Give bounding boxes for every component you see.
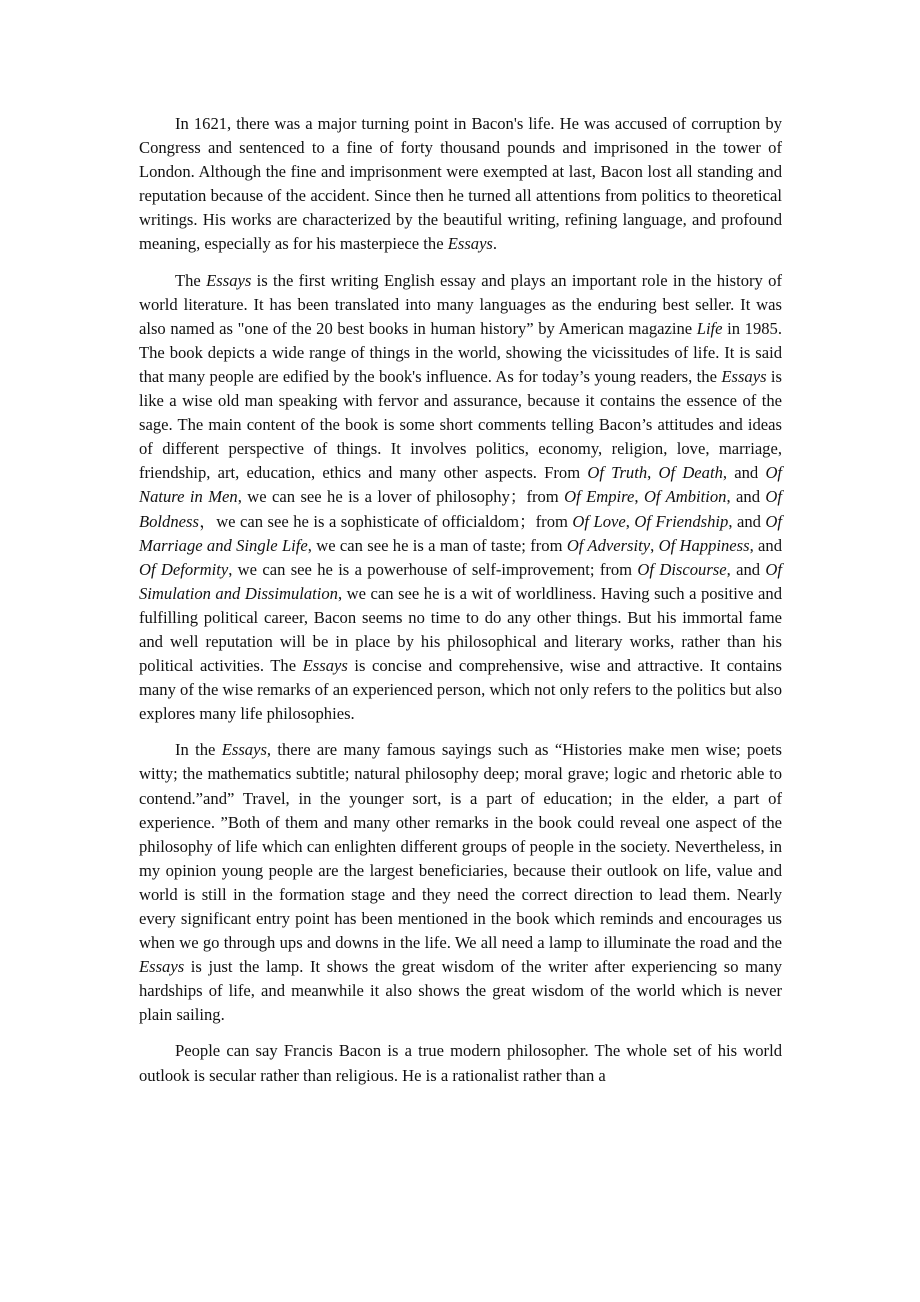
body-text: , we can see he is a powerhouse of self-improvement; from xyxy=(228,559,638,579)
italic-title-text: Essays xyxy=(139,957,185,977)
italic-title-text: Of Simulation and Dissimulation xyxy=(139,559,782,603)
italic-title-text: Essays xyxy=(447,234,493,254)
italic-title-text: Of Happiness xyxy=(658,535,750,555)
body-text: In the xyxy=(175,740,222,760)
italic-title-text: Of Death xyxy=(658,463,723,483)
italic-title-text: Of Empire xyxy=(564,487,635,507)
body-text: , and xyxy=(726,487,766,507)
body-text: , and xyxy=(749,535,783,555)
body-text: is concise and comprehensive, wise and attractive. It contains many of the wise remarks of an experienced person, which not only refers to the politics but also explores many life philosophies. xyxy=(139,656,782,724)
italic-title-text: Of Discourse xyxy=(637,559,727,579)
body-text: , and xyxy=(726,559,766,579)
italic-title-text: Essays xyxy=(206,270,252,290)
body-text: . xyxy=(492,234,498,254)
paragraph-1 xyxy=(139,112,782,257)
italic-title-text: Essays xyxy=(721,366,767,386)
italic-title-text: Of Ambition xyxy=(643,487,727,507)
italic-title-text: Of Deformity xyxy=(139,559,229,579)
body-text: In 1621, there was a major turning point in Bacon's life. He was accused of corruption by Congress and sentenced to a fine of forty thousand pounds and imprisoned in the tower of London. Although the fine and imprisonment were exempted at last, Bacon lost all standing and reputation because of the accident. Since then he turned all attentions from politics to theoretical writings. His works are characterized by the beautiful writing, refining language, and profound meaning, especially as for his masterpiece the xyxy=(139,114,782,254)
body-text: , and xyxy=(722,463,766,483)
italic-title-text: Of Marriage and Single Life xyxy=(139,511,782,555)
body-text: , we can see he is a wit of worldliness. Having such a positive and fulfilling political career, Bacon seems no time to do any other things. But his immortal fame and well reputation will be in place by his philosophical and literary works, rather than his political activities. The xyxy=(139,583,782,676)
body-text: is like a wise old man speaking with fervor and assurance, because it contains the essence of the sage. The main content of the book is some short comments telling Bacon’s attitudes and ideas of different perspective of things. It involves politics, economy, religion, love, marriage, friendship, art, education, ethics and many other aspects. From xyxy=(139,366,783,483)
italic-title-text: Essays xyxy=(221,740,267,760)
body-text: , and xyxy=(728,511,766,531)
paragraph-4 xyxy=(139,1039,782,1087)
body-text: The xyxy=(175,270,207,290)
italic-title-text: Of Boldness xyxy=(139,487,783,531)
document-page xyxy=(139,112,782,1100)
italic-title-text: Essays xyxy=(302,656,348,676)
body-text: ，we can see he is a sophisticate of officialdom；from xyxy=(198,511,573,531)
body-text: , xyxy=(625,511,635,531)
italic-title-text: Of Love xyxy=(572,511,626,531)
italic-title-text: Of Truth xyxy=(587,463,648,483)
body-text: is the first writing English essay and plays an important role in the history of world literature. It has been translated into many languages as the enduring best seller. It was also named as "one of the 20 best books in human history” by American magazine xyxy=(139,270,782,338)
italic-title-text: Of Nature in Men xyxy=(139,463,783,507)
italic-title-text: Of Friendship xyxy=(634,511,729,531)
paragraph-2 xyxy=(139,269,782,727)
body-text: , xyxy=(647,463,659,483)
italic-title-text: Of Adversity xyxy=(566,535,651,555)
body-text: , we can see he is a lover of philosophy；from xyxy=(237,487,565,507)
body-text: People can say Francis Bacon is a true modern philosopher. The whole set of his world outlook is secular rather than religious. He is a rationalist rather than a xyxy=(139,1041,782,1085)
paragraph-3 xyxy=(139,738,782,1027)
body-text: , xyxy=(650,535,659,555)
body-text: in 1985. The book depicts a wide range of things in the world, showing the vicissitudes of life. It is said that many people are edified by the book's influence. As for today’s young readers, the xyxy=(139,318,782,386)
body-text: is just the lamp. It shows the great wisdom of the writer after experiencing so many hardships of life, and meanwhile it also shows the great wisdom of the world which is never plain sailing. xyxy=(139,957,782,1025)
italic-title-text: Life xyxy=(696,318,723,338)
body-text: , there are many famous sayings such as “Histories make men wise; poets witty; the mathematics subtitle; natural philosophy deep; moral grave; logic and rhetoric able to contend.”and” Travel, in the younger sort, is a part of education; in the elder, a part of experience. ”Both of them and many other remarks in the book could reveal one aspect of the philosophy of life which can enlighten different groups of people in the society. Nevertheless, in my opinion young people are the largest beneficiaries, because their outlook on life, value and world is still in the formation stage and they need the correct direction to lead them. Nearly every significant entry point has been mentioned in the book which reminds and encourages us when we go through ups and downs in the life. We all need a lamp to illuminate the road and the xyxy=(139,740,782,953)
body-text: , we can see he is a man of taste; from xyxy=(307,535,567,555)
body-text: , xyxy=(634,487,644,507)
